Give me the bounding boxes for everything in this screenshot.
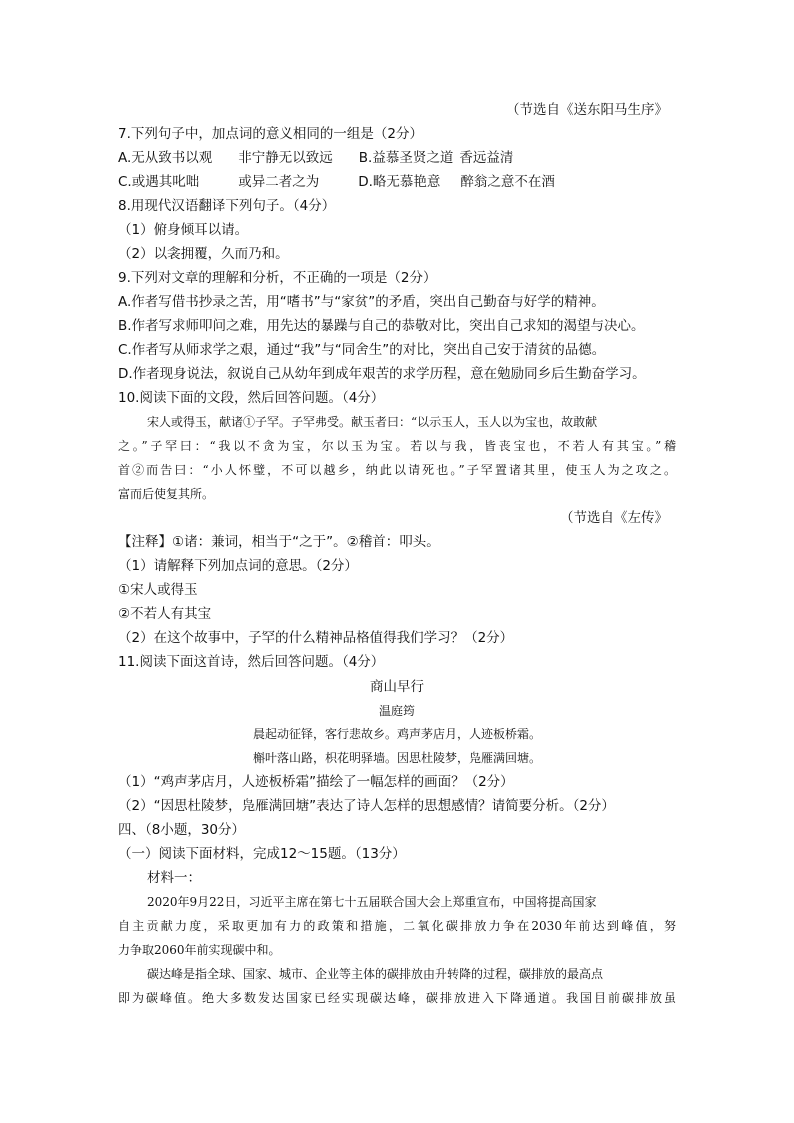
option-d-1: D.略无慕艳意	[358, 174, 441, 190]
question-9-option-b: B.作者写求师叩问之难，用先达的暴躁与自己的恭敬对比，突出自己求知的渴望与决心。	[118, 318, 645, 334]
question-10-word-2: ②不若人有其宝	[118, 606, 212, 622]
question-11-sub-2: （2）“因思杜陵梦，凫雁满回塘”表达了诗人怎样的思想感情？请简要分析。（2分）	[118, 798, 615, 814]
passage-line: 之。”子罕曰：“我以不贪为宝，尔以玉为宝。若以与我，皆丧宝也，不若人有其宝。”稽	[118, 439, 676, 453]
part-1-heading: （一）阅读下面材料，完成12～15题。（13分）	[118, 846, 406, 862]
passage-line: 宋人或得玉，献诸①子罕。子罕弗受。献玉者曰：“以示玉人，玉人以为宝也，故敢献	[147, 415, 598, 429]
source-citation: （节选自《送东阳马生序》	[506, 102, 668, 118]
material-line: 2020年9月22日，习近平主席在第七十五届联合国大会上郑重宣布，中国将提高国家	[147, 895, 597, 909]
question-10-sub-1: （1）请解释下列加点词的意思。（2分）	[118, 558, 358, 574]
question-7-options-ab	[118, 149, 513, 167]
material-line: 自主贡献力度，采取更加有力的政策和措施，二氧化碳排放力争在2030年前达到峰值，努	[118, 919, 676, 933]
poem-title: 商山早行	[370, 679, 424, 695]
question-7-options-cd	[118, 173, 555, 191]
material-1-label: 材料一：	[147, 870, 201, 886]
passage-line: 富而后使复其所。	[118, 487, 215, 501]
section-4-title: 四、（8小题，30分）	[118, 822, 246, 838]
question-11-stem: 11.阅读下面这首诗，然后回答问题。（4分）	[118, 654, 385, 670]
source-citation: （节选自《左传》	[560, 510, 668, 526]
question-9-option-d: D.作者现身说法，叙说自己从幼年到成年艰苦的求学历程，意在勉励同乡后生勤奋学习。	[118, 366, 646, 382]
material-line: 力争取2060年前实现碳中和。	[118, 943, 281, 957]
material-line: 即为碳峰值。绝大多数发达国家已经实现碳达峰，碳排放进入下降通道。我国目前碳排放虽	[118, 991, 676, 1005]
option-a-2: 非宁静无以致远	[238, 150, 333, 166]
question-9-option-a: A.作者写借书抄录之苦，用“嗜书”与“家贫”的矛盾，突出自己勤奋与好学的精神。	[118, 294, 605, 310]
question-10-stem: 10.阅读下面的文段，然后回答问题。（4分）	[118, 390, 385, 406]
option-c-2: 或异二者之为	[238, 174, 320, 190]
question-9-option-c: C.作者写从师求学之艰，通过“我”与“同舍生”的对比，突出自己安于清贫的品德。	[118, 342, 606, 358]
option-b-1: B.益慕圣贤之道	[358, 150, 454, 166]
material-line: 碳达峰是指全球、国家、城市、企业等主体的碳排放由升转降的过程，碳排放的最高点	[147, 967, 604, 981]
option-c-1: C.或遇其叱咄	[118, 174, 200, 190]
option-a-1: A.无从致书以观	[118, 150, 213, 166]
passage-line: 首②而告曰：“小人怀璧，不可以越乡，纳此以请死也。”子罕置诸其里，使玉人为之攻之。	[118, 463, 676, 477]
poem-author: 温庭筠	[378, 704, 415, 718]
option-d-2: 醉翁之意不在酒	[460, 174, 555, 190]
question-10-word-1: ①宋人或得玉	[118, 582, 198, 598]
question-10-sub-2: （2）在这个故事中，子罕的什么精神品格值得我们学习？（2分）	[118, 630, 514, 646]
question-11-sub-1: （1）“鸡声茅店月，人迹板桥霜”描绘了一幅怎样的画面？（2分）	[118, 774, 514, 790]
question-8-sentence-1: （1）俯身倾耳以请。	[118, 222, 249, 238]
annotation-note: 【注释】①诸：兼词，相当于“之于”。②稽首：叩头。	[118, 534, 440, 550]
option-b-2: 香远益清	[459, 150, 514, 166]
question-9-stem: 9.下列对文章的理解和分析，不正确的一项是（2分）	[118, 270, 437, 286]
question-8-sentence-2: （2）以衾拥覆，久而乃和。	[118, 246, 289, 262]
question-7-stem: 7.下列句子中，加点词的意义相同的一组是（2分）	[118, 126, 423, 142]
poem-line: 槲叶落山路，枳花明驿墙。因思杜陵梦，凫雁满回塘。	[252, 751, 541, 765]
question-8-stem: 8.用现代汉语翻译下列句子。（4分）	[118, 198, 336, 214]
poem-line: 晨起动征铎，客行悲故乡。鸡声茅店月，人迹板桥霜。	[252, 727, 541, 741]
